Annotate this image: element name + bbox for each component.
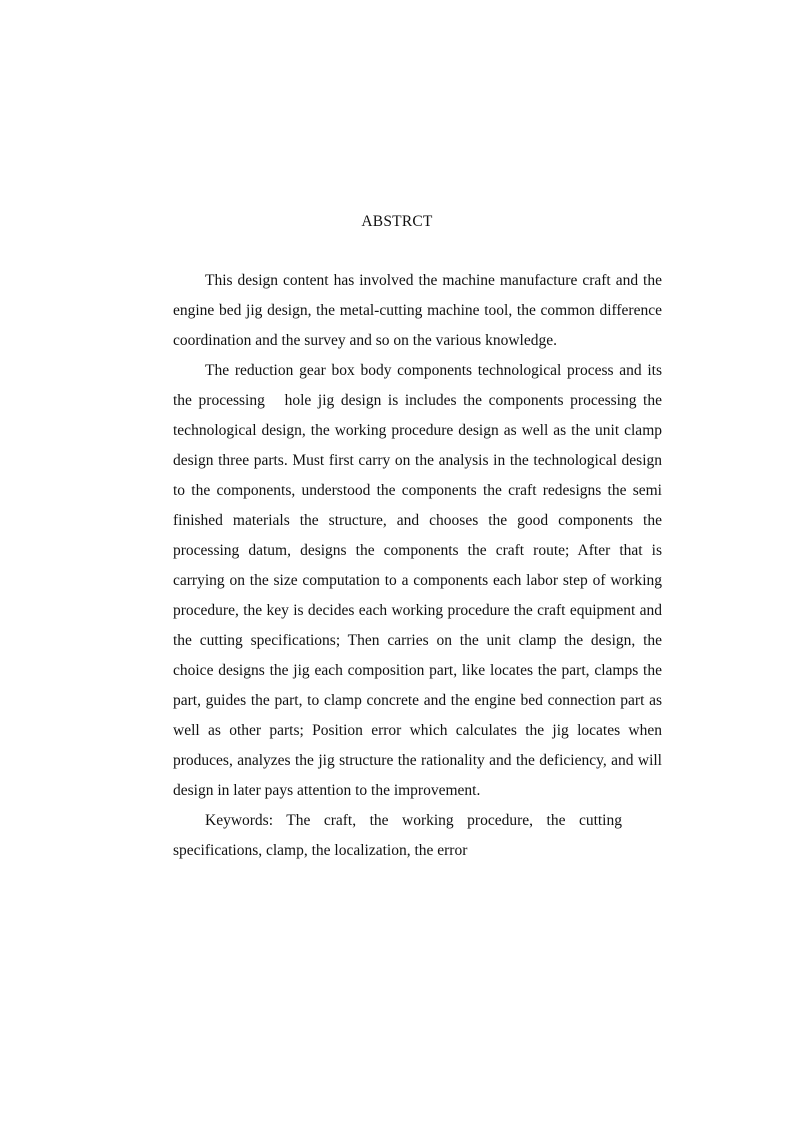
abstract-body [173,266,666,866]
abstract-paragraph-2: The reduction gear box body components technological process and its the processing hole jig design is includes the components processing the technological design, the working procedure design as well as the unit clamp design three parts. Must first carry on the analysis in the technological design to the components, understood the components the craft redesigns the semi finished materials the structure, and chooses the good components the processing datum, designs the components the craft route; After that is carrying on the size computation to a components each labor step of working procedure, the key is decides each working procedure the craft equipment and the cutting specifications; Then carries on the unit clamp the design, the choice designs the jig each composition part, like locates the part, clamps the part, guides the part, to clamp concrete and the engine bed connection part as well as other parts; Position error which calculates the jig locates when produces, analyzes the jig structure the rationality and the deficiency, and will design in later pays attention to the improvement. [173,362,666,799]
abstract-title: ABSTRCT [361,213,433,230]
keywords-line: Keywords: The craft, the working procedure, the cutting specifications, clamp, the localization, the error [173,812,622,859]
abstract-paragraph-1: This design content has involved the machine manufacture craft and the engine bed jig design, the metal-cutting machine tool, the common difference coordination and the survey and so on the various knowledge. [173,272,662,349]
